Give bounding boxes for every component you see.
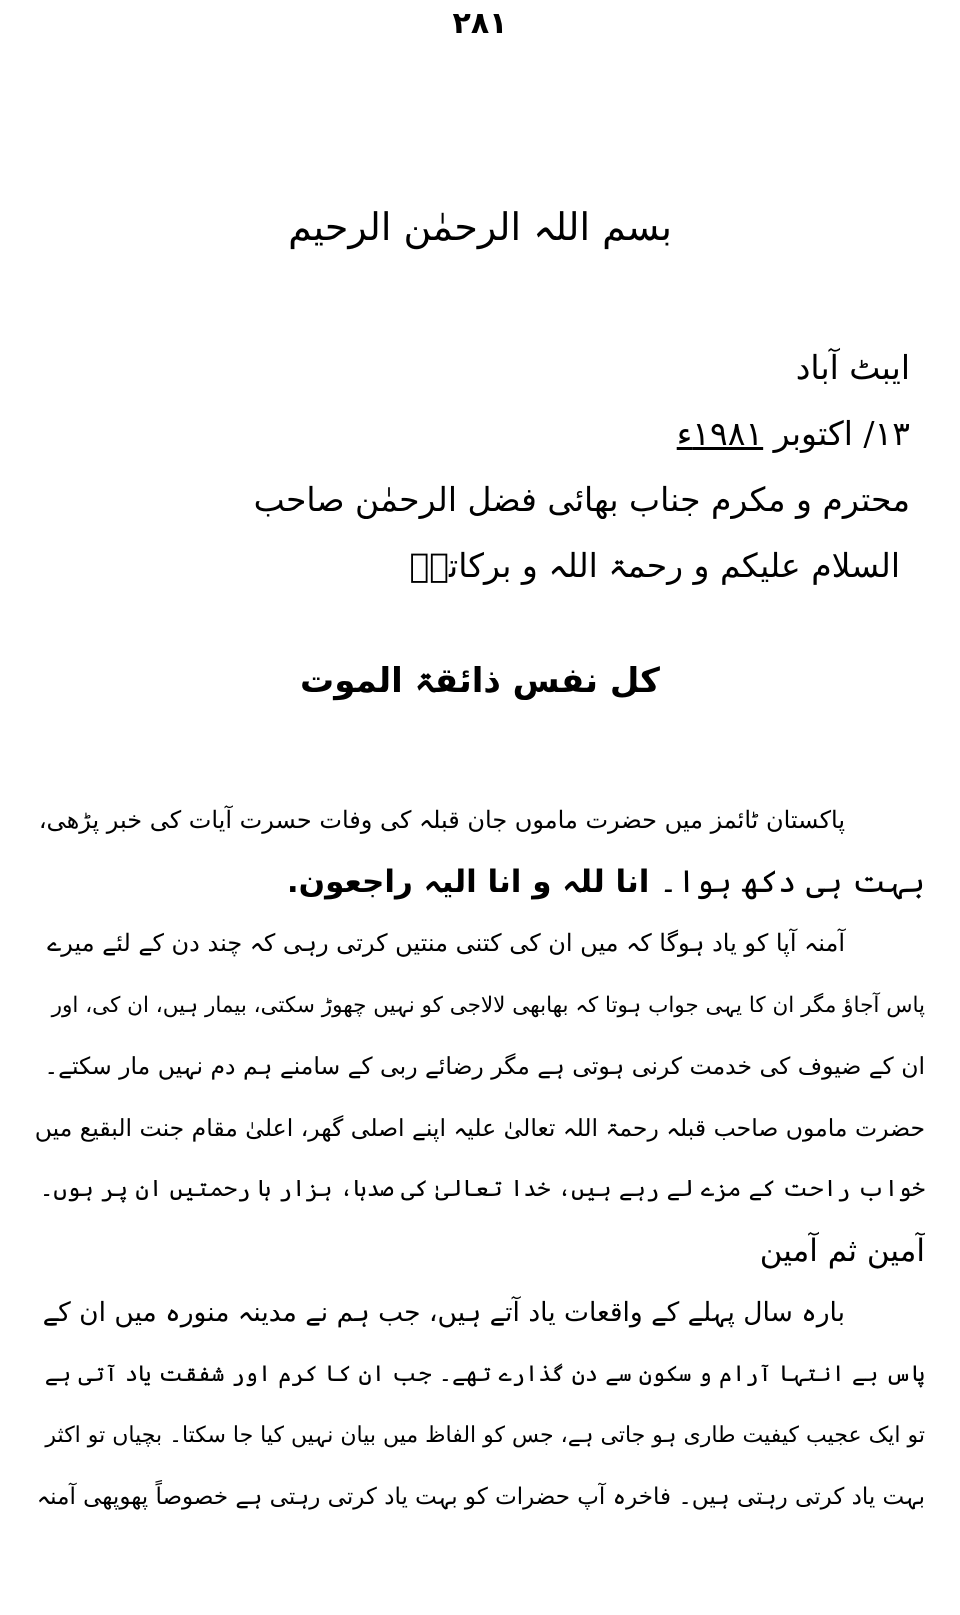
section-heading: کل نفس ذائقۃ الموت bbox=[300, 661, 660, 701]
paragraph-line: آمین ثم آمین bbox=[759, 1232, 925, 1269]
page-number: ۲۸۱ bbox=[452, 6, 508, 41]
letter-date-year: ۱۹۸۱ء bbox=[676, 414, 764, 453]
paragraph-line: تو ایک عجیب کیفیت طاری ہو جاتی ہے، جس کو الفاظ میں بیان نہیں کیا جا سکتا۔ بچیاں تو اکثر bbox=[45, 1423, 925, 1448]
bismillah-heading: بسم اللہ الرحمٰن الرحیم bbox=[288, 205, 672, 249]
paragraph-line: بہت یاد کرتی رہتی ہیں۔ فاخرہ آپ حضرات کو بہت یاد کرتی رہتی ہے خصوصاً پھوپھی آمنہ bbox=[36, 1483, 925, 1510]
letter-place: ایبٹ آباد bbox=[795, 348, 910, 387]
paragraph-2 bbox=[35, 913, 925, 1282]
paragraph-line: بہت ہی دکھ ہوا۔ bbox=[659, 863, 925, 900]
paragraph-line: پاکستان ٹائمز میں حضرت ماموں جان قبلہ کی وفات حسرت آیات کی خبر پڑھی، bbox=[38, 806, 845, 834]
paragraph-line: پاس بے انتہا آرام و سکون سے دن گذارے تھے۔ جب ان کا کرم اور شفقت یاد آتی ہے bbox=[44, 1360, 925, 1387]
letter-body bbox=[35, 790, 925, 1528]
letter-header bbox=[50, 335, 910, 599]
paragraph-3 bbox=[35, 1282, 925, 1528]
paragraph-1 bbox=[35, 790, 925, 913]
paragraph-line: پاس آجاؤ مگر ان کا یہی جواب ہوتا کہ بھابھی لالاجی کو نہیں چھوڑ سکتی، بیمار ہیں، ان کی، اور bbox=[51, 992, 925, 1018]
paragraph-line: خواب راحت کے مزے لے رہے ہیں، خدا تعالیٰ کی صدہا، ہزار ہا رحمتیں ان پر ہوں۔ bbox=[39, 1176, 925, 1202]
paragraph-line: ان کے ضیوف کی خدمت کرنی ہوتی ہے مگر رضائے ربی کے سامنے ہم دم نہیں مار سکتے۔ bbox=[44, 1052, 925, 1080]
letter-date-day-month: ۱۳/ اکتوبر bbox=[773, 414, 910, 453]
letter-salutation: محترم و مکرم جناب بھائی فضل الرحمٰن صاحب bbox=[253, 480, 910, 519]
paragraph-line: آمنہ آپا کو یاد ہوگا کہ میں ان کی کتنی منتیں کرتی رہی کہ چند دن کے لئے میرے bbox=[47, 929, 845, 957]
paragraph-line: بارہ سال پہلے کے واقعات یاد آتے ہیں، جب ہم نے مدینہ منورہ میں ان کے bbox=[42, 1297, 845, 1328]
inna-lillahi-phrase: انا للہ و انا الیہ راجعون. bbox=[286, 863, 650, 900]
letter-greeting: السلام علیکم و رحمۃ اللہ و برکاتہٗ bbox=[409, 546, 900, 585]
letter-date bbox=[50, 401, 910, 467]
paragraph-line-with-phrase bbox=[35, 852, 925, 914]
paragraph-line: حضرت ماموں صاحب قبلہ رحمۃ اللہ تعالیٰ علیہ اپنے اصلی گھر، اعلیٰ مقام جنت البقیع میں bbox=[35, 1113, 925, 1142]
